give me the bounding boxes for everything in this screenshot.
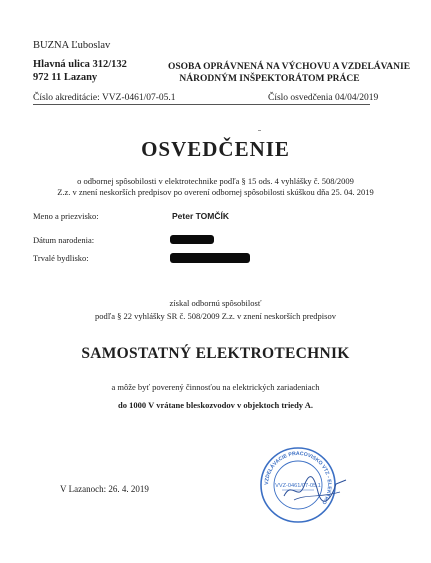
issuer-street: Hlavná ulica 312/132 <box>33 59 127 70</box>
dob-redaction <box>170 235 214 244</box>
address-label: Trvalé bydlisko: <box>33 253 89 263</box>
stamp-ring-text: VZDELÁVACIE PRACOVISKO VTZ - ELEKTRO <box>263 450 333 506</box>
issuer-address <box>33 58 127 84</box>
name-label: Meno a priezvisko: <box>33 211 99 221</box>
acquired-line-1: získal odbornú spôsobilosť <box>169 298 262 308</box>
authority-line-1: OSOBA OPRÁVNENÁ NA VÝCHOVU A VZDELÁVANIE <box>168 62 411 72</box>
certificate-number: Číslo osvedčenia 04/04/2019 <box>268 93 379 103</box>
acquired-text <box>0 297 431 323</box>
address-redaction <box>170 253 250 263</box>
issuer-city: 972 11 Lazany <box>33 72 98 83</box>
authority-line-2: NÁRODNÝM INŠPEKTORÁTOM PRÁCE <box>179 74 360 84</box>
intro-line-2: Z.z. v znení neskorších predpisov po overení odbornej spôsobilosti skúškou dňa 25. 04. 2019 <box>57 187 374 197</box>
acquired-line-2: podľa § 22 vyhlášky SR č. 508/2009 Z.z. v znení neskorších predpisov <box>95 311 336 321</box>
place-and-date: V Lazanoch: 26. 4. 2019 <box>60 484 149 494</box>
signature-underline <box>294 492 340 500</box>
qualification-grade: SAMOSTATNÝ ELEKTROTECHNIK <box>81 345 350 362</box>
scan-speck <box>258 130 261 131</box>
intro-text <box>0 176 431 198</box>
header-divider <box>33 104 370 105</box>
signature-stroke <box>284 477 346 502</box>
dob-label: Dátum narodenia: <box>33 235 95 245</box>
accreditation-number: Číslo akreditácie: VVZ-0461/07-05.1 <box>33 93 176 103</box>
stamp-center-text: VVZ-0461/07-05.1 <box>275 483 321 489</box>
document-title: OSVEDČENIE <box>141 137 290 161</box>
issuer-name: BUZNA Ľuboslav <box>33 40 111 51</box>
authority-heading <box>168 61 411 85</box>
intro-line-1: o odbornej spôsobilosti v elektrotechnike podľa § 15 ods. 4 vyhlášky č. 508/2009 <box>77 176 354 186</box>
holder-name: Peter TOMČÍK <box>172 211 229 221</box>
authorization-scope: do 1000 V vrátane bleskozvodov v objektoch triedy A. <box>118 400 313 410</box>
authorization-text: a môže byť poverený činnosťou na elektrických zariadeniach <box>111 382 320 392</box>
signature <box>280 472 350 506</box>
